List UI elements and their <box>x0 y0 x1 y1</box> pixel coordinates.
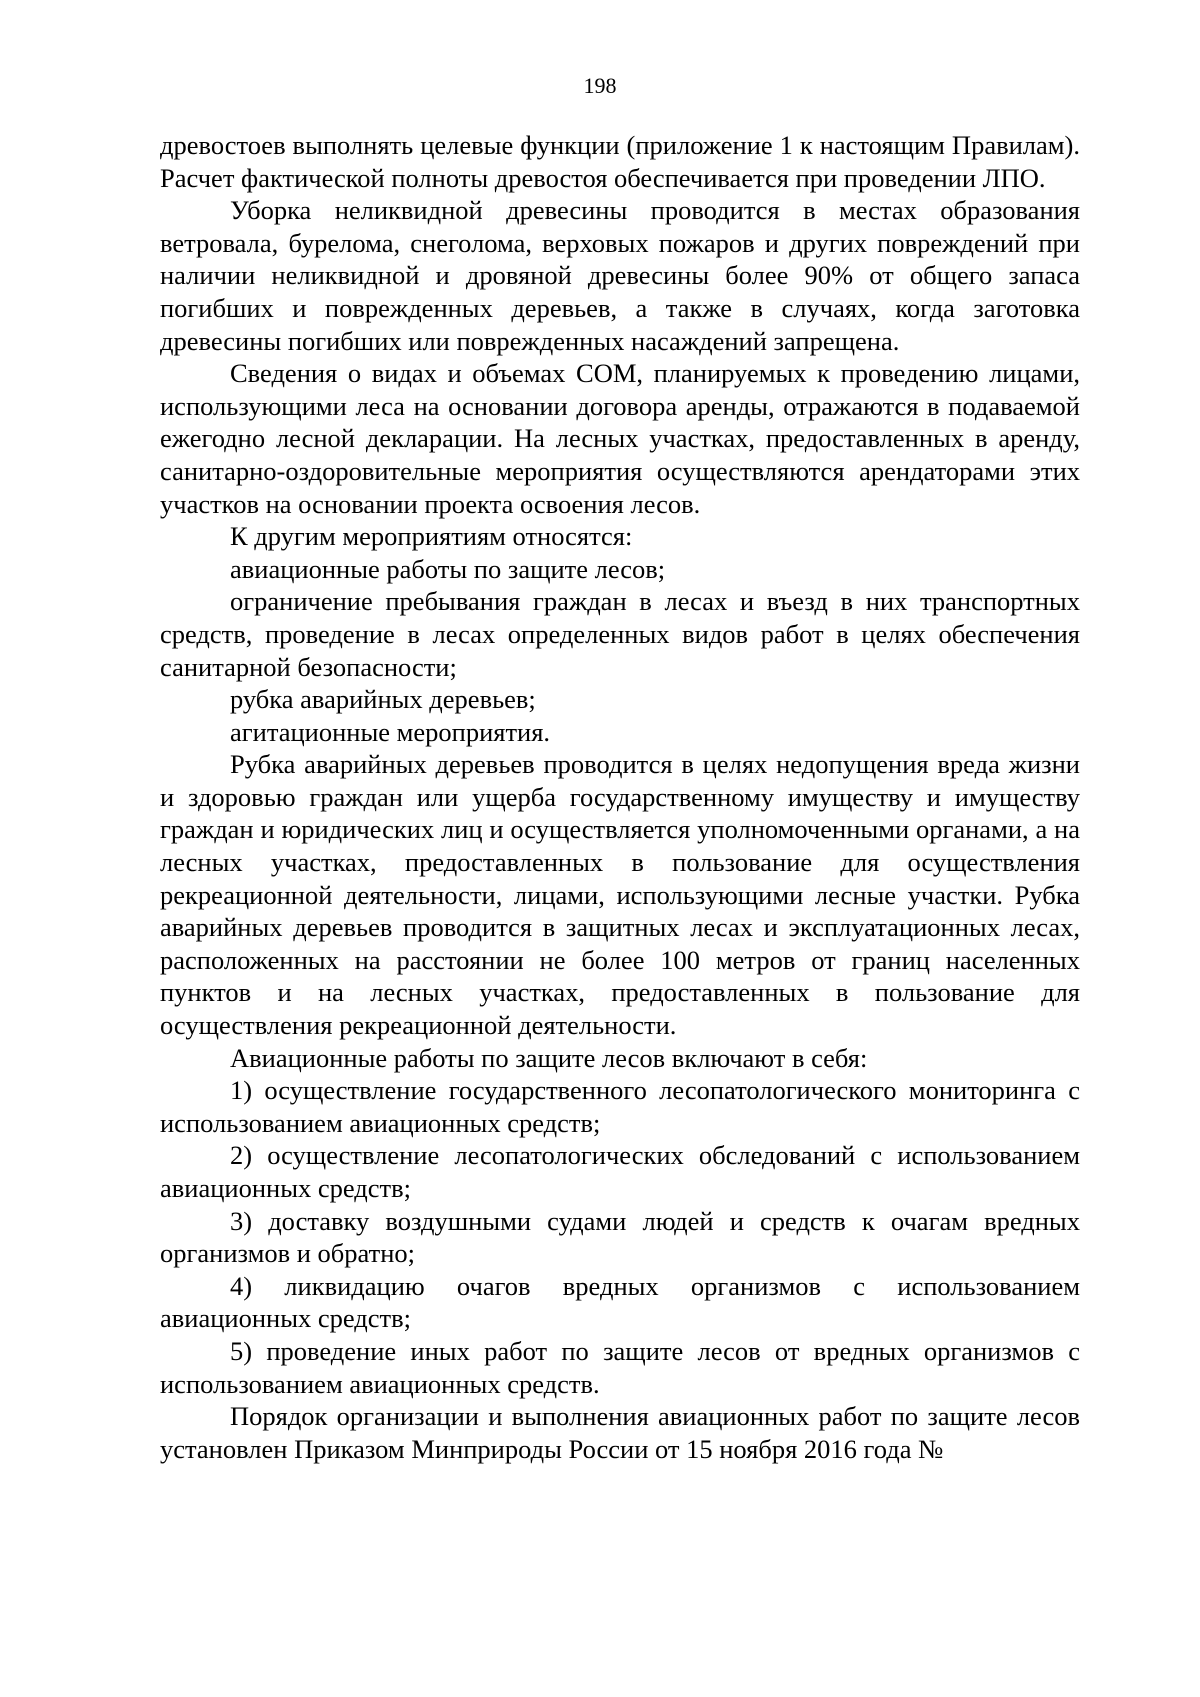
paragraph-3: Сведения о видах и объемах СОМ, планируемых к проведению лицами, использующими леса на основании договора аренды, отражаются в подаваемой ежегодно лесной декларации. На лесных участках, предоставленных в аренду, санитарно-оздоровительные мероприятия осуществляются арендаторами этих участков на основании проекта освоения лесов. <box>160 358 1080 519</box>
paragraph-1: древостоев выполнять целевые функции (приложение 1 к настоящим Правилам). Расчет фактической полноты древостоя обеспечивается при проведении ЛПО. <box>160 130 1080 193</box>
paragraph-7: рубка аварийных деревьев; <box>230 684 536 715</box>
list-item-3: 3) доставку воздушными судами людей и средств к очагам вредных организмов и обратно; <box>160 1205 1080 1269</box>
list-item-4: 4) ликвидацию очагов вредных организмов с использованием авиационных средств; <box>160 1270 1080 1334</box>
paragraph-6: ограничение пребывания граждан в лесах и въезд в них транспортных средств, проведение в лесах определенных видов работ в целях обеспечения санитарной безопасности; <box>160 586 1080 682</box>
paragraph-10: Авиационные работы по защите лесов включают в себя: <box>230 1042 868 1073</box>
list-item-1: 1) осуществление государственного лесопатологического мониторинга с использованием авиационных средств; <box>160 1075 1080 1138</box>
list-item-5: 5) проведение иных работ по защите лесов от вредных организмов с использованием авиационных средств. <box>160 1335 1080 1399</box>
list-item-2: 2) осуществление лесопатологических обследований с использованием авиационных средств; <box>160 1140 1080 1203</box>
paragraph-5: авиационные работы по защите лесов; <box>230 553 666 584</box>
page-number: 198 <box>583 73 617 98</box>
document-body <box>160 129 1080 1465</box>
paragraph-11: Порядок организации и выполнения авиационных работ по защите лесов установлен Приказом Минприроды России от 15 ноября 2016 года № <box>160 1401 1080 1464</box>
paragraph-2: Уборка неликвидной древесины проводится в местах образования ветровала, бурелома, снеголома, верховых пожаров и других повреждений при наличии неликвидной и дровяной древесины более 90% от общего запаса погибших и поврежденных деревьев, а также в случаях, когда заготовка древесины погибших или поврежденных насаждений запрещена. <box>160 195 1080 356</box>
paragraph-9: Рубка аварийных деревьев проводится в целях недопущения вреда жизни и здоровью граждан или ущерба государственному имуществу и имуществу граждан и юридических лиц и осуществляется уполномоченными органами, а на лесных участках, предоставленных в пользование для осуществления рекреационной деятельности, лицами, использующими лесные участки. Рубка аварийных деревьев проводится в защитных лесах и эксплуатационных лесах, расположенных на расстоянии не более 100 метров от границ населенных пунктов и на лесных участках, предоставленных в пользование для осуществления рекреационной деятельности. <box>160 749 1080 1041</box>
paragraph-4: К другим мероприятиям относятся: <box>230 521 633 552</box>
paragraph-8: агитационные мероприятия. <box>230 716 551 747</box>
